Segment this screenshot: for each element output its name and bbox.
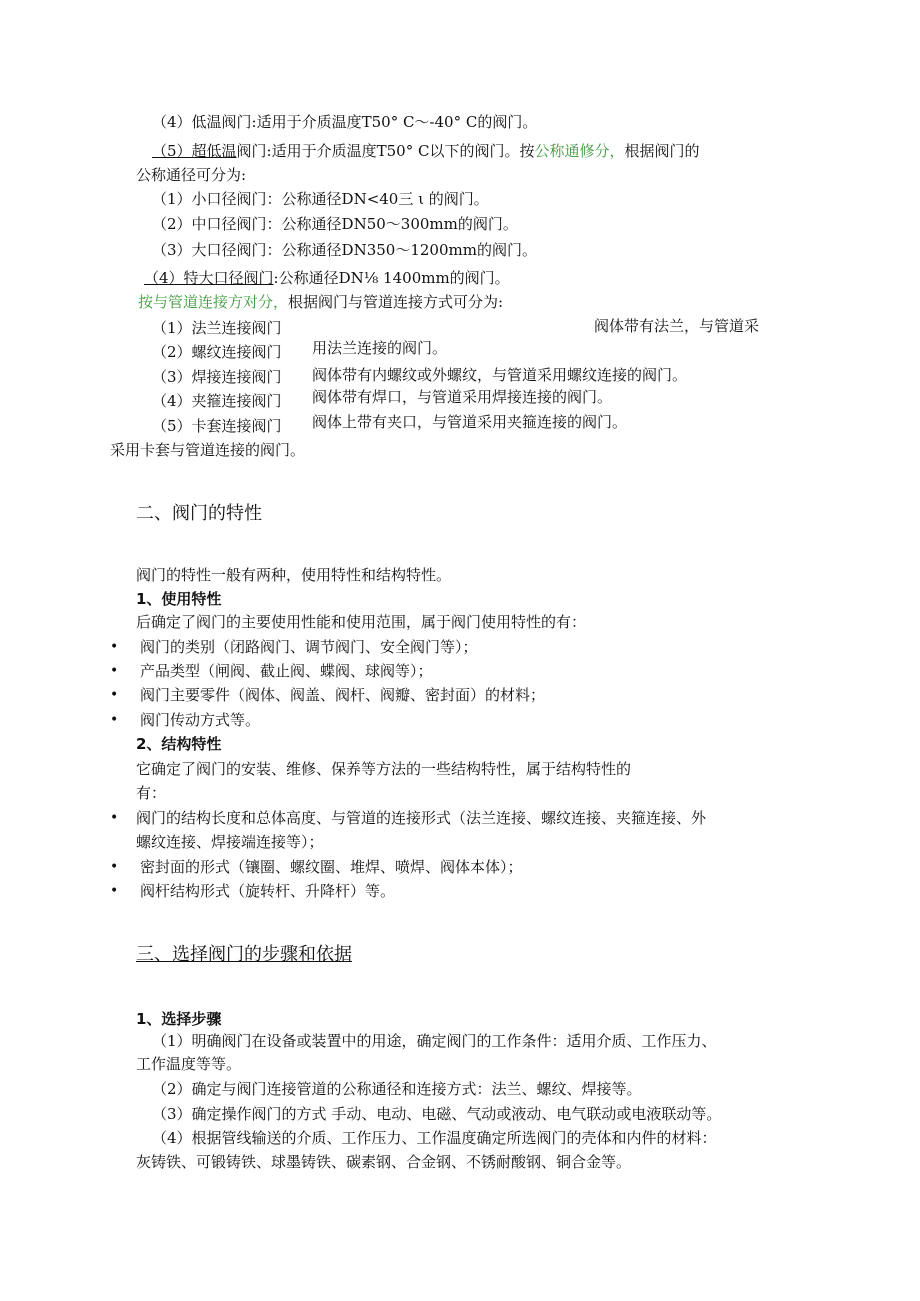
section-heading: 二、阀门的特性 bbox=[136, 503, 262, 524]
bullet-marker: • bbox=[110, 859, 119, 875]
paragraph: 后确定了阀门的主要使用性能和使用范围，属于阀门使用特性的有： bbox=[136, 613, 587, 631]
list-item: 产品类型（闸阀、截止阀、蝶阀、球阀等）； bbox=[140, 662, 433, 680]
step-item: （3）确定操作阀门的方式 手动、电动、电磁、气动或液动、电气联动或电液联动等。 bbox=[152, 1105, 722, 1123]
list-item: 阀杆结构形式（旋转杆、升降杆）等。 bbox=[140, 882, 396, 900]
list-item: 阀门主要零件（阀体、阀盖、阀杆、阀瓣、密封面）的材料； bbox=[140, 686, 546, 704]
connection-type-label: （3）焊接连接阀门 bbox=[152, 368, 282, 386]
connection-type-label: （1）法兰连接阀门 bbox=[152, 319, 282, 337]
section-heading: 三、选择阀门的步骤和依据 bbox=[136, 944, 352, 965]
text-span: 根据阀门的 bbox=[624, 142, 700, 160]
step-item: （2）确定与阀门连接管道的公称通径和连接方式：法兰、螺纹、焊接等。 bbox=[152, 1080, 642, 1098]
bullet-marker: • bbox=[110, 712, 119, 728]
text-line bbox=[152, 141, 699, 161]
text-line: （2）中口径阀门：公称通径DN50～300mm的阀门。 bbox=[152, 215, 518, 233]
paragraph: 阀门的特性一般有两种，使用特性和结构特性。 bbox=[136, 566, 452, 584]
bullet-marker: • bbox=[110, 883, 119, 899]
subsection-heading: 2、结构特性 bbox=[136, 735, 222, 753]
connection-type-label: （4）夹箍连接阀门 bbox=[152, 392, 282, 410]
connection-type-desc: 阀体上带有夹口，与管道采用夹箍连接的阀门。 bbox=[312, 413, 628, 431]
text-span: 根据阀门与管道连接方式可分为: bbox=[288, 293, 504, 311]
text-span: 阀门:适用于介质温度T50° C以下的阀门。按 bbox=[236, 142, 535, 160]
bullet-marker: • bbox=[110, 687, 119, 703]
step-item: （1）明确阀门在设备或装置中的用途，确定阀门的工作条件：适用介质、工作压力、 bbox=[152, 1032, 717, 1050]
paragraph: 它确定了阀门的安装、维修、保养等方法的一些结构特性，属于结构特性的 bbox=[136, 760, 632, 778]
subsection-heading: 1、使用特性 bbox=[136, 590, 222, 608]
bullet-marker: • bbox=[110, 639, 119, 655]
text-line bbox=[144, 268, 510, 288]
bullet-marker: • bbox=[110, 810, 119, 826]
paragraph: 有： bbox=[136, 784, 167, 802]
text-line: 公称通径可分为: bbox=[136, 166, 247, 184]
step-item-continuation: 灰铸铁、可锻铸铁、球墨铸铁、碳素钢、合金钢、不锈耐酸钢、铜合金等。 bbox=[136, 1153, 632, 1171]
text-span: :公称通径DN⅛ 1400mm的阀门。 bbox=[273, 269, 510, 287]
text-line bbox=[138, 292, 503, 312]
connection-type-desc: 用法兰连接的阀门。 bbox=[312, 339, 448, 357]
connection-type-desc: 阀体带有内螺纹或外螺纹，与管道采用螺纹连接的阀门。 bbox=[312, 366, 688, 384]
list-item: 密封面的形式（镶圈、螺纹圈、堆焊、喷焊、阀体本体）； bbox=[140, 858, 523, 876]
subsection-heading: 1、选择步骤 bbox=[136, 1010, 222, 1028]
underlined-term: （4）特大口径阀门 bbox=[144, 269, 274, 287]
list-item: 阀门的类别（闭路阀门、调节阀门、安全阀门等）； bbox=[140, 638, 478, 656]
highlighted-text: 公称通修分， bbox=[534, 142, 625, 160]
list-item: 阀门传动方式等。 bbox=[140, 711, 261, 729]
step-item: （4）根据管线输送的介质、工作压力、工作温度确定所选阀门的壳体和内件的材料： bbox=[152, 1129, 717, 1147]
step-item-continuation: 工作温度等等。 bbox=[136, 1055, 242, 1073]
underlined-term: （5）超低温 bbox=[152, 142, 237, 160]
connection-type-desc: 阀体带有法兰，与管道采 bbox=[594, 317, 760, 335]
text-line: （4）低温阀门:适用于介质温度T50° C～-40° C的阀门。 bbox=[152, 113, 538, 131]
bullet-marker: • bbox=[110, 663, 119, 679]
connection-type-desc: 阀体带有焊口，与管道采用焊接连接的阀门。 bbox=[312, 388, 613, 406]
highlighted-text: 按与管道连接方对分， bbox=[138, 293, 289, 311]
connection-type-label: （2）螺纹连接阀门 bbox=[152, 343, 282, 361]
text-line: （3）大口径阀门：公称通径DN350～1200mm的阀门。 bbox=[152, 241, 537, 259]
list-item-continuation: 螺纹连接、焊接端连接等）； bbox=[136, 833, 324, 851]
text-line: （1）小口径阀门：公称通径DN<40三 ι 的阀门。 bbox=[152, 190, 489, 208]
connection-type-label: （5）卡套连接阀门 bbox=[152, 417, 282, 435]
text-line: 采用卡套与管道连接的阀门。 bbox=[110, 441, 306, 459]
list-item: 阀门的结构长度和总体高度、与管道的连接形式（法兰连接、螺纹连接、夹箍连接、外 bbox=[136, 809, 707, 827]
